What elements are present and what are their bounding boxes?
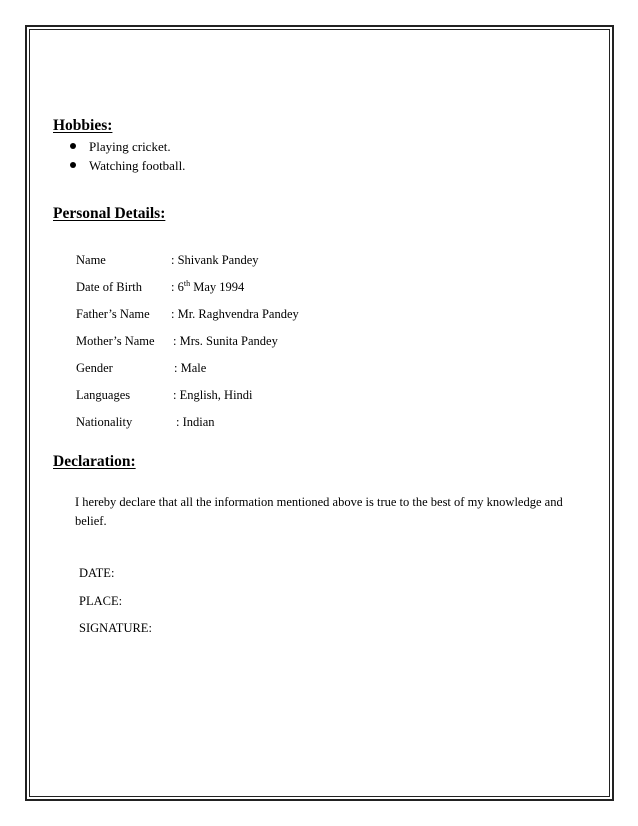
detail-label: Mother’s Name (76, 334, 155, 348)
declaration-text: I hereby declare that all the information mentioned above is true to the best of my knowledge and belief. (75, 495, 563, 528)
detail-value: : English, Hindi (173, 388, 253, 402)
detail-label: Languages (76, 388, 131, 402)
detail-value: : Shivank Pandey (171, 253, 259, 267)
detail-value (171, 278, 244, 296)
personal-details-heading: Personal Details: (53, 205, 166, 222)
detail-label: Date of Birth (76, 280, 142, 294)
detail-label: Gender (76, 361, 113, 375)
dob-month-year: May 1994 (190, 280, 245, 294)
place-label: PLACE: (79, 594, 123, 608)
detail-value: : Mr. Raghvendra Pandey (171, 307, 299, 321)
date-label: DATE: (79, 566, 115, 580)
bullet-icon (70, 162, 76, 168)
hobbies-heading: Hobbies: (53, 117, 113, 134)
detail-value: : Indian (176, 415, 215, 429)
list-item (70, 137, 185, 156)
dob-day: : 6 (171, 280, 184, 294)
list-item (70, 156, 185, 175)
dob-ordinal: th (183, 279, 191, 288)
hobbies-list (70, 137, 185, 175)
declaration-heading: Declaration: (53, 453, 136, 470)
bullet-icon (70, 143, 76, 149)
detail-value: : Mrs. Sunita Pandey (173, 334, 278, 348)
detail-label: Nationality (76, 415, 133, 429)
detail-label: Name (76, 253, 106, 267)
hobby-text: Watching football. (89, 158, 186, 173)
hobby-text: Playing cricket. (89, 139, 171, 154)
detail-value: : Male (174, 361, 207, 375)
detail-label: Father’s Name (76, 307, 150, 321)
signature-label: SIGNATURE: (79, 621, 152, 635)
